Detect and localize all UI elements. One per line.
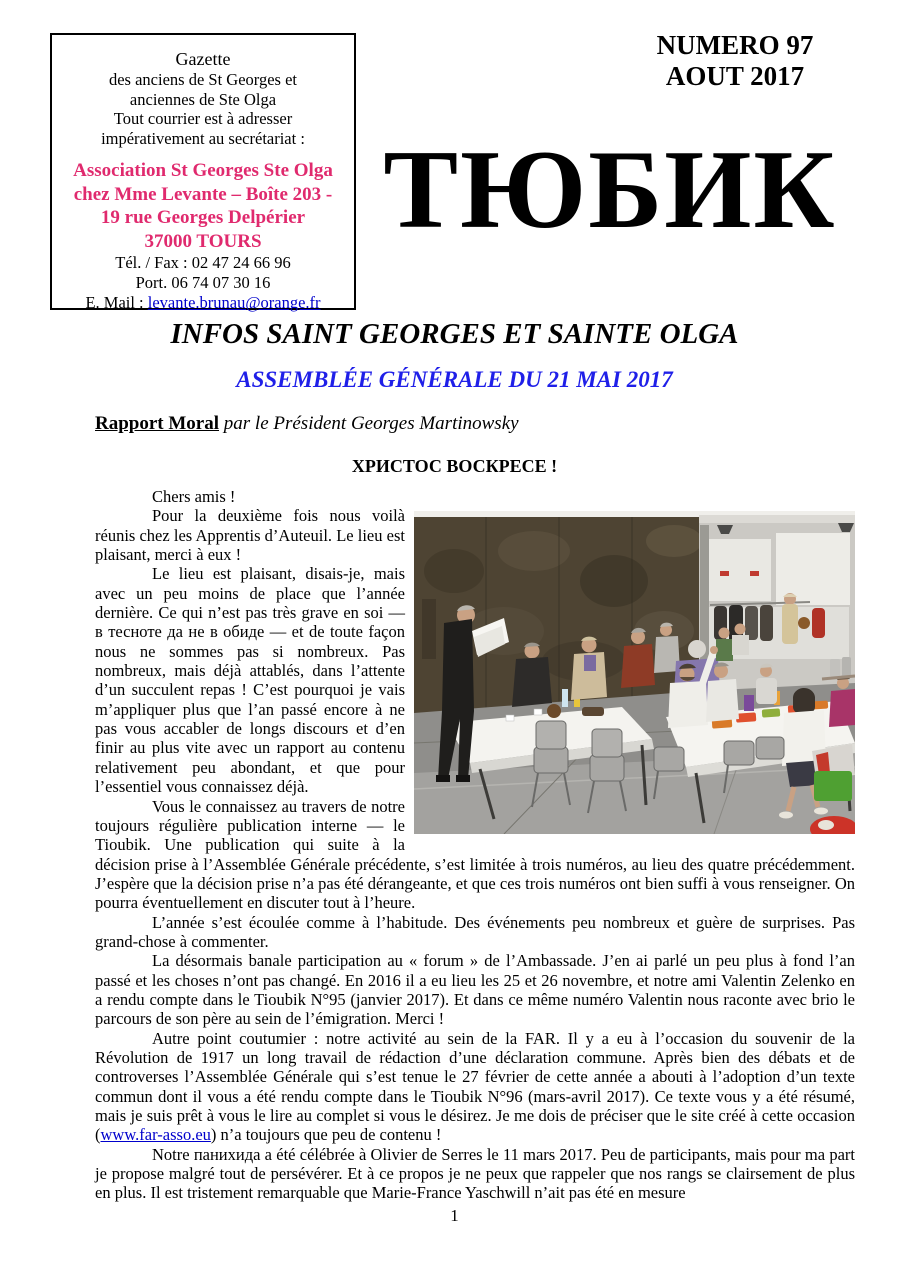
report-heading	[95, 413, 519, 435]
far-asso-link[interactable]: www.far-asso.eu	[100, 1125, 211, 1145]
association-address	[58, 159, 348, 253]
email-line	[58, 293, 348, 313]
section-heading-sub: ASSEMBLÉE GÉNÉRALE DU 21 MAI 2017	[236, 367, 673, 392]
assembly-photo	[414, 511, 855, 834]
paragraph-far	[95, 1029, 855, 1145]
report-label: Rapport Moral	[95, 413, 220, 434]
email-label: E. Mail :	[85, 293, 148, 312]
gazette-title: Gazette	[175, 49, 231, 69]
address-line-4: 37000 TOURS	[144, 230, 262, 252]
paragraph-greeting: Chers amis !	[152, 487, 236, 506]
report-byline: par le Président Georges Martinowsky	[219, 413, 519, 434]
paragraph-venue: Pour la deuxième fois nous voilà réunis chez les Apprentis d’Auteuil. Le lieu est plaisant, merci à eux !	[95, 506, 405, 565]
mobile-line: Port. 06 74 07 30 16	[135, 273, 271, 292]
paragraph-place: Le lieu est plaisant, disais-je, mais avec un peu moins de place que l’année dernière. Ce qui n’est pas très grave en soi — в тесноте да не в обиде — et de toute façon nous ne sommes pas si nombreux. Pas nombreux, mais déjà attablés, dans l’attente d’un succulent repas ! C’est pourquoi je vais m’appliquer plus que l’an passé encore à ne pas vous accabler de longs discours et d’en finir au plus vite avec un rapport au contenu relativement peu abondant, et que pour l’essentiel vous connaissez déjà.	[95, 564, 405, 797]
phone-fax-line: Tél. / Fax : 02 47 24 66 96	[115, 253, 291, 272]
address-line-1: Association St Georges Ste Olga	[73, 160, 333, 181]
paragraph-tioubik: Vous le connaissez au travers de notre toujours régulière publication interne — le Tioubik. Une publication qui suite à la décision prise à l’Assemblée Générale précédente, s’est limitée à trois numéros, au lieu des quatre précédemment. J’espère que la décision prise n’a pas été dérangeante, et que ces trois numéros ont bien suffi à vous renseigner. On pourra éventuellement en discuter tout à l’heure.	[95, 796, 855, 913]
gazette-line-1: des anciens de St Georges et	[108, 70, 298, 89]
newsletter-title: ТЮБИК	[383, 128, 837, 252]
issue-date: AOUT 2017	[665, 61, 805, 91]
issue-block	[610, 30, 860, 92]
far-text-after: ) n’a toujours que peu de contenu !	[210, 1125, 442, 1145]
article-body	[95, 487, 855, 1203]
easter-greeting: ХРИСТОС ВОСКРЕСЕ !	[351, 456, 558, 476]
gazette-line-3: Tout courrier est à adresser	[113, 109, 293, 128]
address-line-3: 19 rue Georges Delpérier	[100, 207, 306, 228]
paragraph-year: L’année s’est écoulée comme à l’habitude. Des événements peu nombreux et guère de surprises. Pas grand-chose à commenter.	[95, 912, 855, 951]
masthead-box	[50, 33, 356, 310]
section-heading-main: INFOS SAINT GEORGES ET SAINTE OLGA	[170, 318, 739, 350]
issue-number: NUMERO 97	[656, 30, 814, 60]
email-link[interactable]: levante.brunau@orange.fr	[147, 293, 321, 312]
gazette-line-2: anciennes de Ste Olga	[129, 89, 277, 109]
page-number: 1	[450, 1206, 459, 1225]
address-line-2: chez Mme Levante – Boîte 203 -	[73, 183, 333, 205]
gazette-line-4: impérativement au secrétariat :	[101, 128, 305, 148]
far-text-before: Autre point coutumier : notre activité au sein de la FAR. Il y a eu à l’occasion du souvenir de la Révolution de 1917 un long travail de rédaction d’une déclaration commune. Après bien des débats et de controverses l’Assemblée Générale qui s’est tenue le 27 février de cette année a abouti à l’adoption d’un texte commun dont il vous a été rendu compte dans le Tioubik N°96 (mars-avril 2017). Ce texte vous y a été résumé, mais je suis prêt à vous le lire au complet si vous le désirez. Je me dois de préciser que le site créé à cette occasion (	[95, 1028, 855, 1145]
paragraph-forum: La désormais banale participation au « forum » de l’Ambassade. J’en ai parlé un peu plus à fond l’an passé et les choses n’ont pas changé. En 2016 il a eu lieu les 25 et 26 novembre, et notre ami Valentin Zelenko en a rendu compte dans le Tioubik N°95 (janvier 2017). Et dans ce même numéro Valentin nous raconte avec brio le parcours de son père au sein de l’émigration. Merci !	[95, 951, 855, 1029]
paragraph-panikhida: Notre панихида a été célébrée à Olivier de Serres le 11 mars 2017. Peu de participants, mais pour ma part je propose malgré tout de persévérer. Et à ce propos je ne peux que rappeler que nos rangs se clairsement de plus en plus. Il est tristement remarquable que Marie-France Yaschwill n’ait pas été en mesure	[95, 1144, 855, 1203]
